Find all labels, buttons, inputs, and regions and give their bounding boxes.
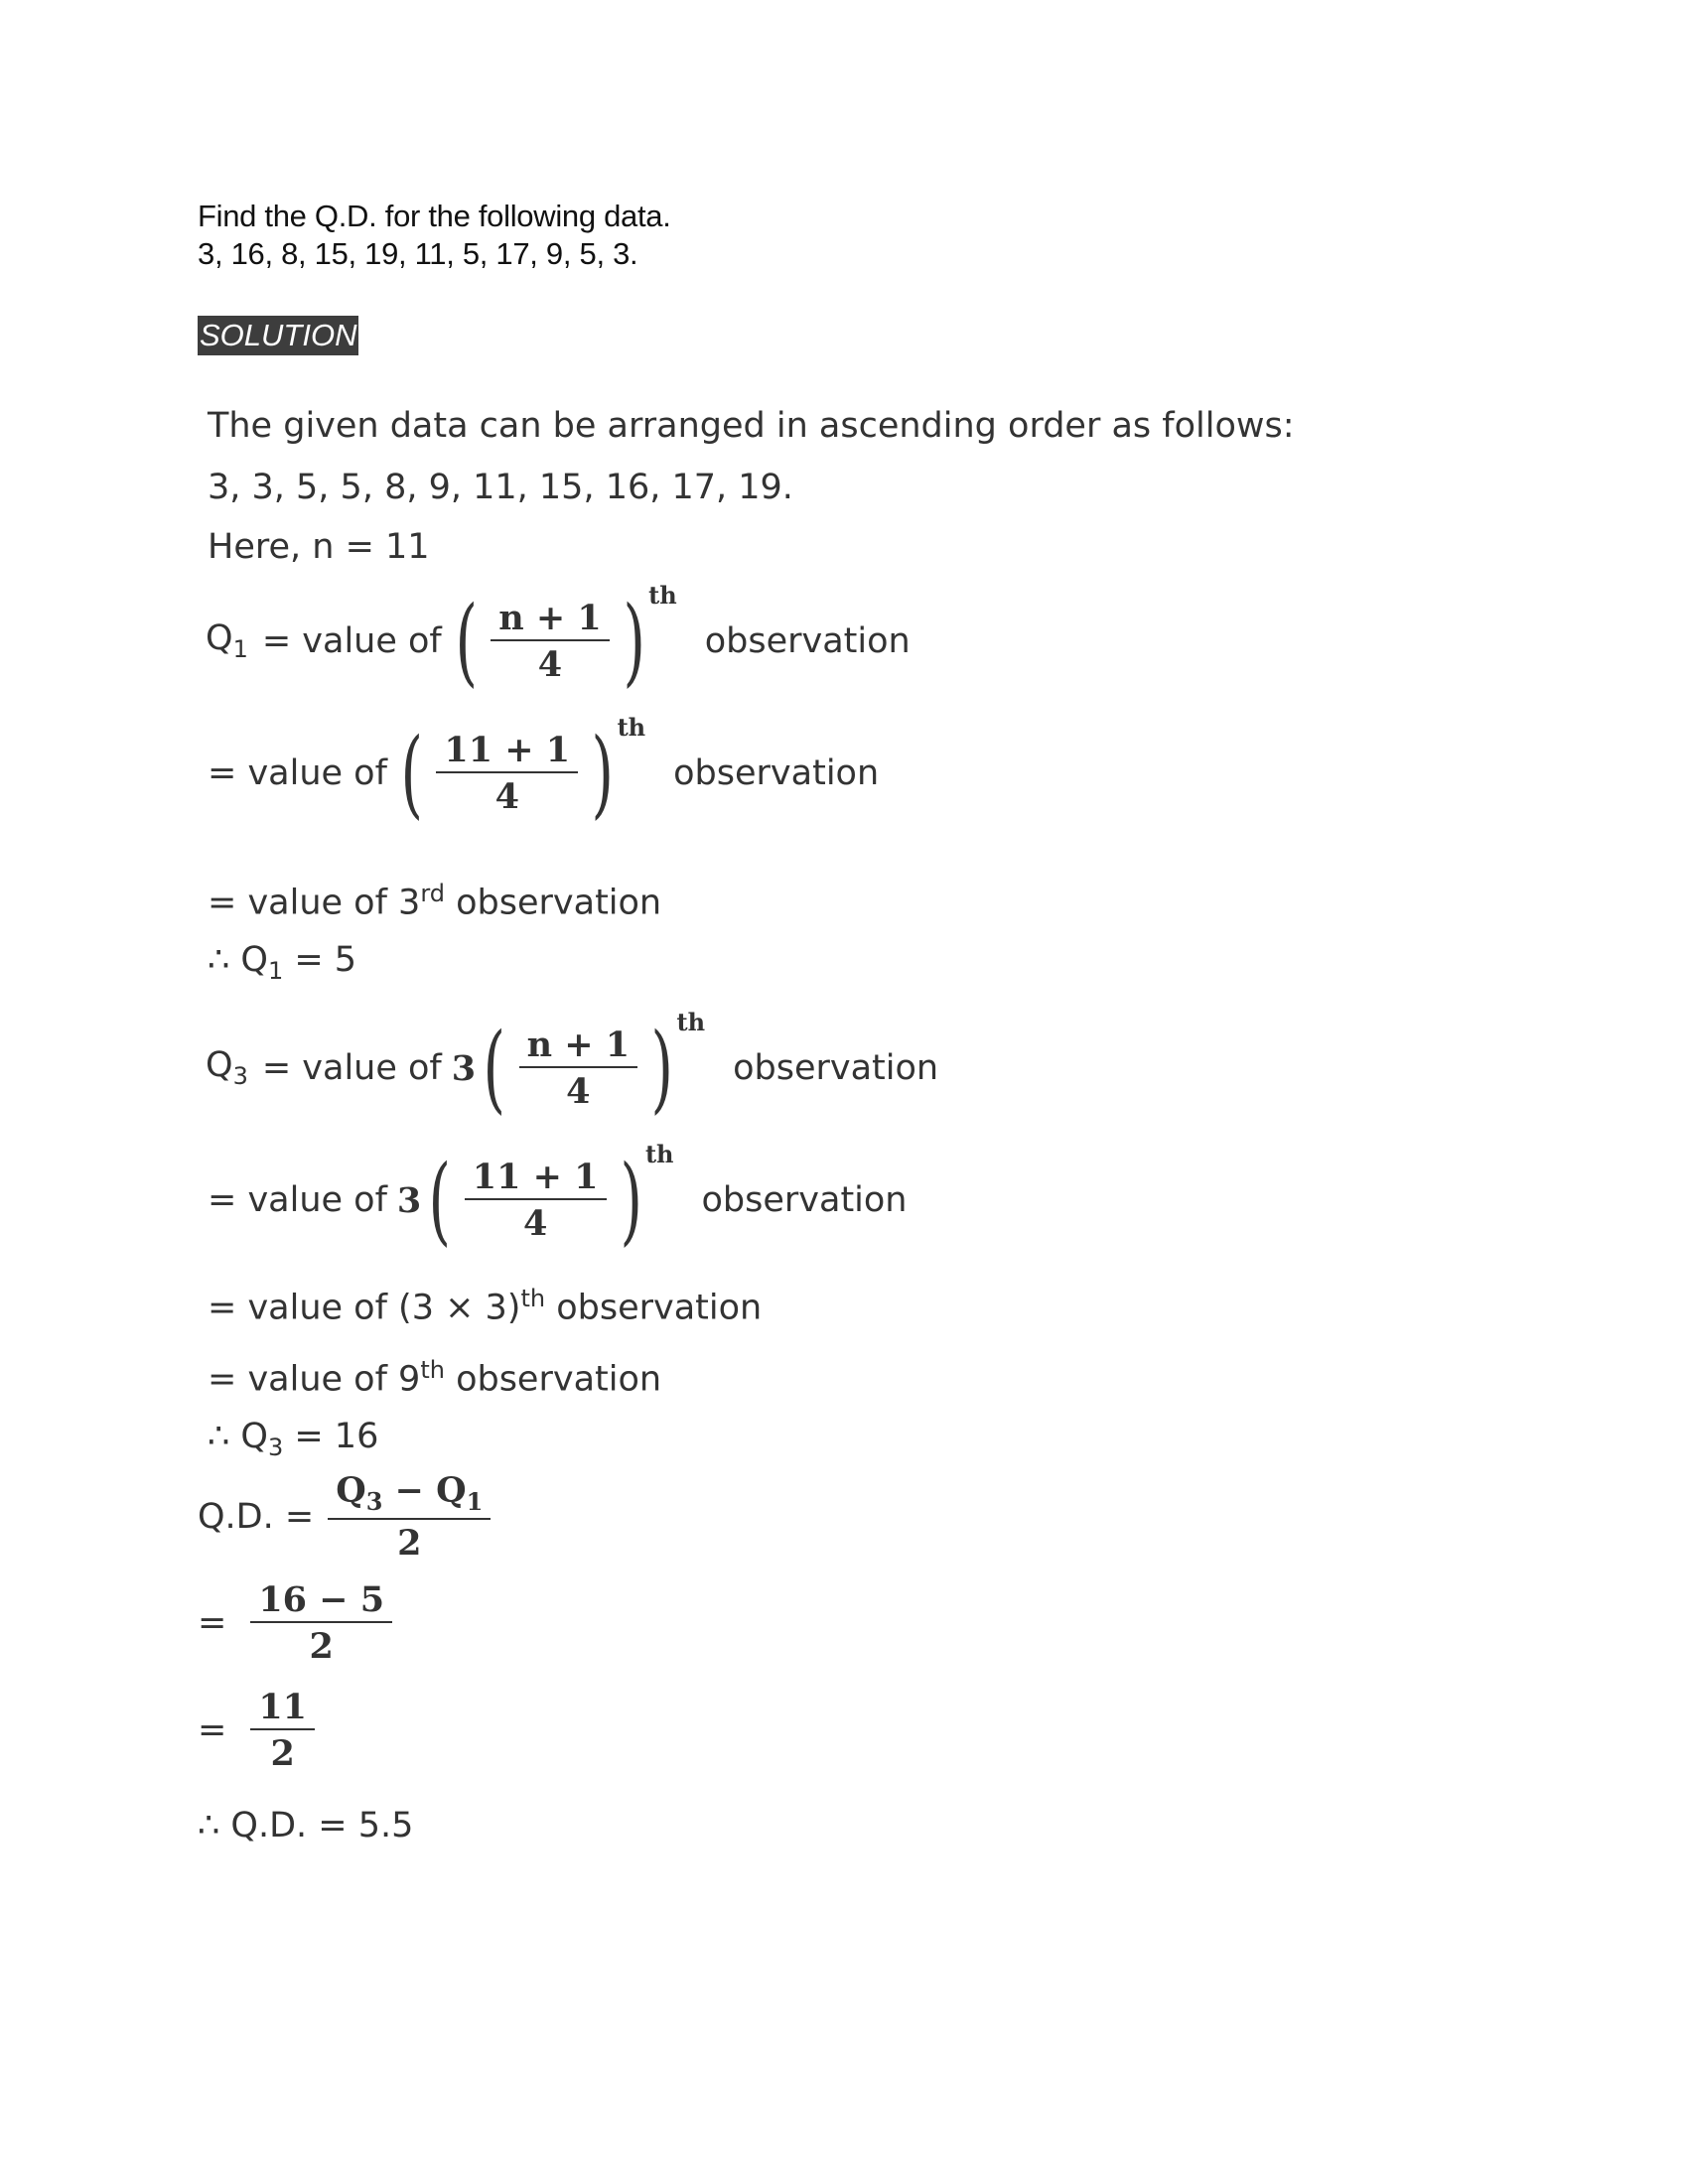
- qd-result: ∴ Q.D. = 5.5: [198, 1806, 414, 1845]
- q3-step-4: = value of 9th observation: [208, 1356, 662, 1400]
- q3-fraction: $\frac{n + 1}{4}$: [519, 1027, 638, 1109]
- q1-step-2: = value of ( $\frac{11 + 1}{4}$ ) th observation: [208, 713, 880, 829]
- qd-step-2: = $\frac{16 - 5}{2}$: [198, 1582, 398, 1664]
- question-line-2: 3, 16, 8, 15, 19, 11, 5, 17, 9, 5, 3.: [198, 236, 638, 271]
- q1-formula: $Q_1$ = value of ( $\frac{n + 1}{4}$ ) th observation: [206, 581, 911, 697]
- q3-formula: $Q_3$ = value of 3 ( $\frac{n + 1}{4}$ ) th observation: [206, 1008, 939, 1124]
- question-line-1: Find the Q.D. for the following data.: [198, 199, 671, 233]
- sorted-data: 3, 3, 5, 5, 8, 9, 11, 15, 16, 17, 19.: [208, 468, 793, 507]
- q3-step-2: = value of 3 ( $\frac{11 + 1}{4}$ ) th observation: [208, 1140, 908, 1256]
- qd-formula: Q.D. = $\frac{Q_3 - Q_1}{2}$: [198, 1473, 496, 1561]
- q1-step-3: = value of 3rd observation: [208, 880, 662, 923]
- q3-step-3: = value of $(3 \times 3)^{th}$ observation: [208, 1285, 763, 1328]
- solution-label: SOLUTION: [198, 316, 358, 355]
- qd-step-3: = $\frac{11}{2}$: [198, 1690, 321, 1771]
- solution-intro: The given data can be arranged in ascending order as follows:: [208, 406, 1295, 446]
- n-value: Here, n = 11: [208, 527, 430, 567]
- qd-step-2-fraction: $\frac{16 - 5}{2}$: [250, 1582, 392, 1664]
- qd-fraction: $\frac{Q_3 - Q_1}{2}$: [328, 1473, 491, 1561]
- q1-fraction: $\frac{n + 1}{4}$: [491, 601, 610, 682]
- q1-step-2-fraction: $\frac{11 + 1}{4}$: [436, 733, 578, 814]
- q1-result: ∴ $Q_1 = 5$: [208, 940, 357, 985]
- qd-step-3-fraction: $\frac{11}{2}$: [250, 1690, 315, 1771]
- q3-step-2-fraction: $\frac{11 + 1}{4}$: [465, 1160, 607, 1241]
- q3-result: ∴ $Q_3 = 16$: [208, 1417, 379, 1461]
